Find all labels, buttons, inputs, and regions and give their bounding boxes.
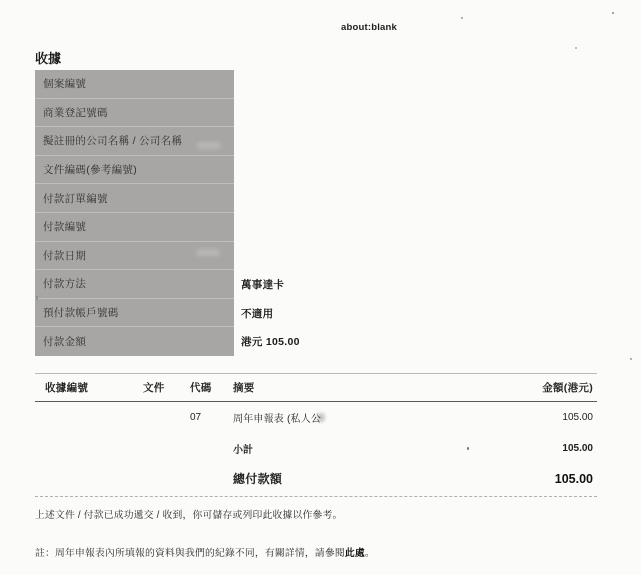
- scan-speck: [36, 296, 38, 300]
- col-header-document: 文件: [143, 382, 165, 394]
- detail-label: 擬註冊的公司名稱 / 公司名稱: [35, 127, 234, 156]
- detail-label: 文件編碼(參考編號): [35, 156, 234, 185]
- footnote-period: 。: [364, 548, 375, 559]
- detail-label: 付款編號: [35, 213, 234, 242]
- items-header-row: [35, 373, 597, 402]
- footnote-text: 註：周年申報表內所填報的資料與我們的紀錄不同，有關詳情，請參閱: [35, 548, 345, 559]
- detail-label: 付款訂單編號: [35, 184, 234, 213]
- redacted-smudge: [196, 249, 220, 256]
- page-title: 收據: [35, 51, 62, 66]
- col-header-amount: 金額(港元): [542, 382, 593, 394]
- detail-label: 個案編號: [35, 70, 234, 99]
- detail-value: [234, 127, 597, 156]
- browser-print-header: about:blank: [341, 22, 398, 33]
- redacted-smudge: [197, 142, 221, 149]
- detail-value: [234, 156, 597, 185]
- subtotal-row: [35, 433, 597, 463]
- total-label: 總付款額: [233, 472, 283, 486]
- here-link[interactable]: 此處: [344, 548, 365, 559]
- confirmation-text: 上述文件 / 付款已成功遞交 / 收到，你可儲存或列印此收據以作參考。: [35, 510, 343, 521]
- detail-value: [234, 213, 597, 242]
- detail-value: [234, 99, 597, 128]
- subtotal-amount: 105.00: [562, 442, 593, 454]
- scan-speck: [630, 358, 632, 360]
- scan-speck: [575, 47, 577, 49]
- detail-label: 付款方法: [35, 270, 234, 299]
- detail-label: 付款日期: [35, 242, 234, 271]
- detail-row-document-code: [35, 156, 597, 185]
- total-amount: 105.00: [554, 471, 593, 486]
- detail-row-payment-order-number: [35, 184, 597, 213]
- detail-value: [234, 242, 597, 271]
- cell-amount: 105.00: [562, 412, 593, 423]
- cell-code: 07: [190, 412, 202, 423]
- total-row: [35, 463, 597, 494]
- detail-label: 付款金額: [35, 327, 234, 356]
- detail-row-business-reg-number: [35, 99, 597, 128]
- detail-row-case-number: [35, 70, 597, 99]
- detail-row-company-name: [35, 127, 597, 156]
- col-header-summary: 摘要: [233, 382, 255, 394]
- scan-speck: [467, 447, 469, 450]
- detail-row-payment-number: [35, 213, 597, 242]
- line-items-table: [35, 373, 597, 497]
- detail-row-deposit-account-number: [35, 299, 597, 328]
- detail-value: 不適用: [241, 307, 274, 320]
- scan-speck: [612, 12, 614, 14]
- detail-value: [234, 70, 597, 99]
- detail-row-payment-method: [35, 270, 597, 299]
- cell-summary: 周年申報表 (私人公: [233, 414, 322, 425]
- detail-label: 商業登記號碼: [35, 99, 234, 128]
- detail-value: [234, 184, 597, 213]
- detail-label: 預付款帳戶號碼: [35, 299, 234, 328]
- table-row: [35, 402, 597, 433]
- col-header-receipt-no: 收據編號: [45, 382, 89, 394]
- detail-row-payment-amount: [35, 327, 597, 356]
- detail-row-payment-date: [35, 242, 597, 271]
- col-header-code: 代碼: [190, 382, 212, 394]
- receipt-details-table: [35, 70, 597, 356]
- detail-value: 港元 105.00: [241, 336, 300, 349]
- detail-value: 萬事達卡: [241, 278, 285, 291]
- footnote: [35, 545, 375, 559]
- scan-speck: [461, 17, 463, 19]
- subtotal-label: 小計: [233, 444, 253, 456]
